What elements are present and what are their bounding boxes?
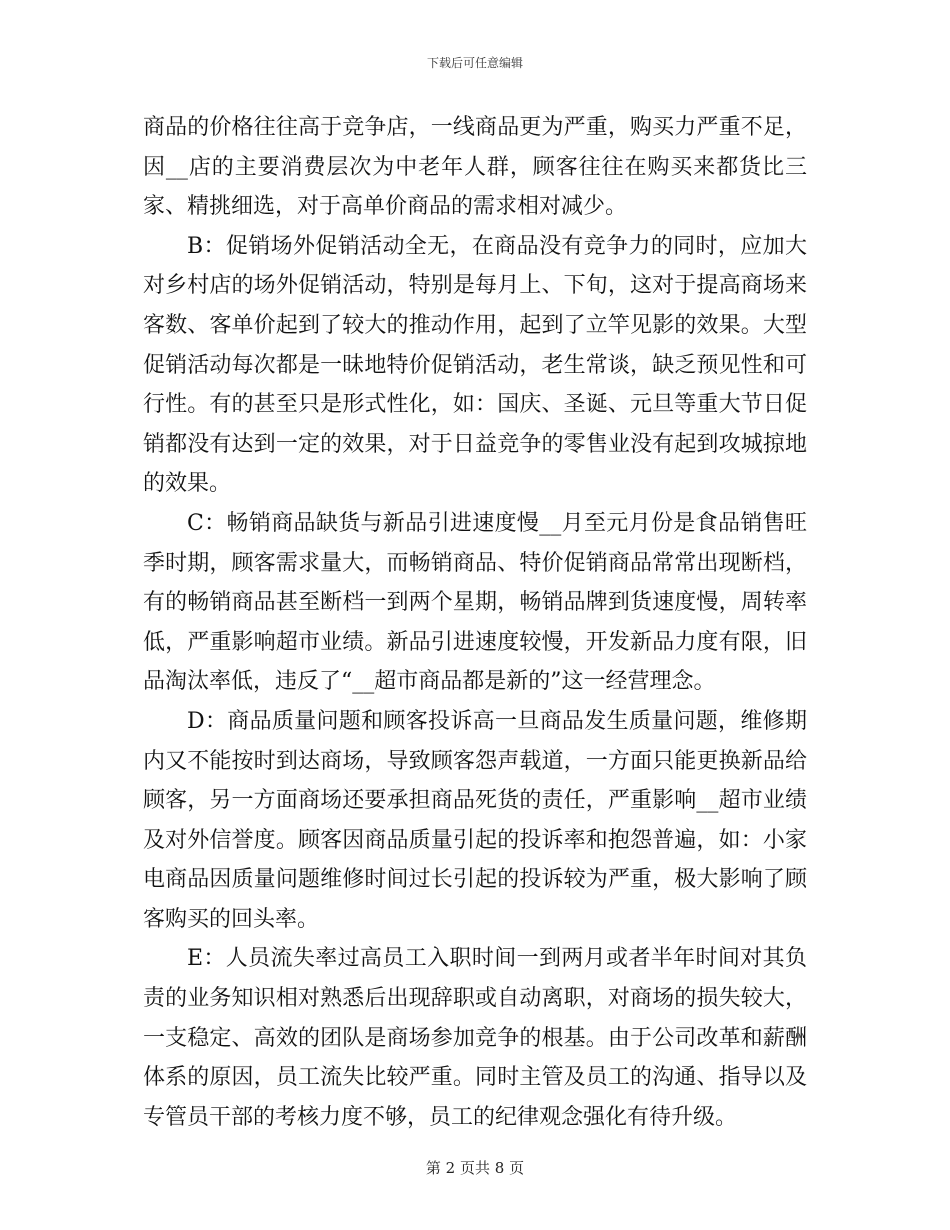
paragraph-d-quality: D：商品质量问题和顾客投诉高一旦商品发生质量问题，维修期内又不能按时到达商场，导致顾客怨声载道，一方面只能更换新品给顾客，另一方面商场还要承担商品死货的责任，严重影响__超市业绩及对外信誉度。顾客因商品质量引起的投诉率和抱怨普遍，如：小家电商品因质量问题维修时间过长引起的投诉较为严重，极大影响了顾客购买的回头率。 — [143, 708, 807, 932]
document-body — [143, 108, 807, 1137]
paragraph-e-turnover: E：人员流失率过高员工入职时间一到两月或者半年时间对其负责的业务知识相对熟悉后出现辞职或自动离职，对商场的损失较大，一支稳定、高效的团队是商场参加竞争的根基。由于公司改革和薪酬体系的原因，员工流失比较严重。同时主管及员工的沟通、指导以及专管员干部的考核力度不够，员工的纪律观念强化有待升级。 — [143, 946, 807, 1130]
paragraph-b-promotion: B：促销场外促销活动全无，在商品没有竞争力的同时，应加大对乡村店的场外促销活动，特别是每月上、下旬，这对于提高商场来客数、客单价起到了较大的推动作用，起到了立竿见影的效果。大型促销活动每次都是一昧地特价促销活动，老生常谈，缺乏预见性和可行性。有的甚至只是形式性化，如：国庆、圣诞、元旦等重大节日促销都没有达到一定的效果，对于日益竞争的零售业没有起到攻城掠地的效果。 — [143, 233, 807, 497]
paragraph-c-stockout: C：畅销商品缺货与新品引进速度慢__月至元月份是食品销售旺季时期，顾客需求量大，而畅销商品、特价促销商品常常出现断档，有的畅销商品甚至断档一到两个星期，畅销品牌到货速度慢，周转率低，严重影响超市业绩。新品引进速度较慢，开发新品力度有限，旧品淘汰率低，违反了“__超市商品都是新的”这一经营理念。 — [143, 510, 807, 695]
page-header: 下载后可任意编辑 — [426, 56, 523, 70]
paragraph-continuation: 商品的价格往往高于竞争店，一线商品更为严重，购买力严重不足，因__店的主要消费层次为中老年人群，顾客往往在购买来都货比三家、精挑细选，对于高单价商品的需求相对减少。 — [143, 115, 807, 220]
page-number: 第 2 页共 8 页 — [425, 1159, 525, 1177]
